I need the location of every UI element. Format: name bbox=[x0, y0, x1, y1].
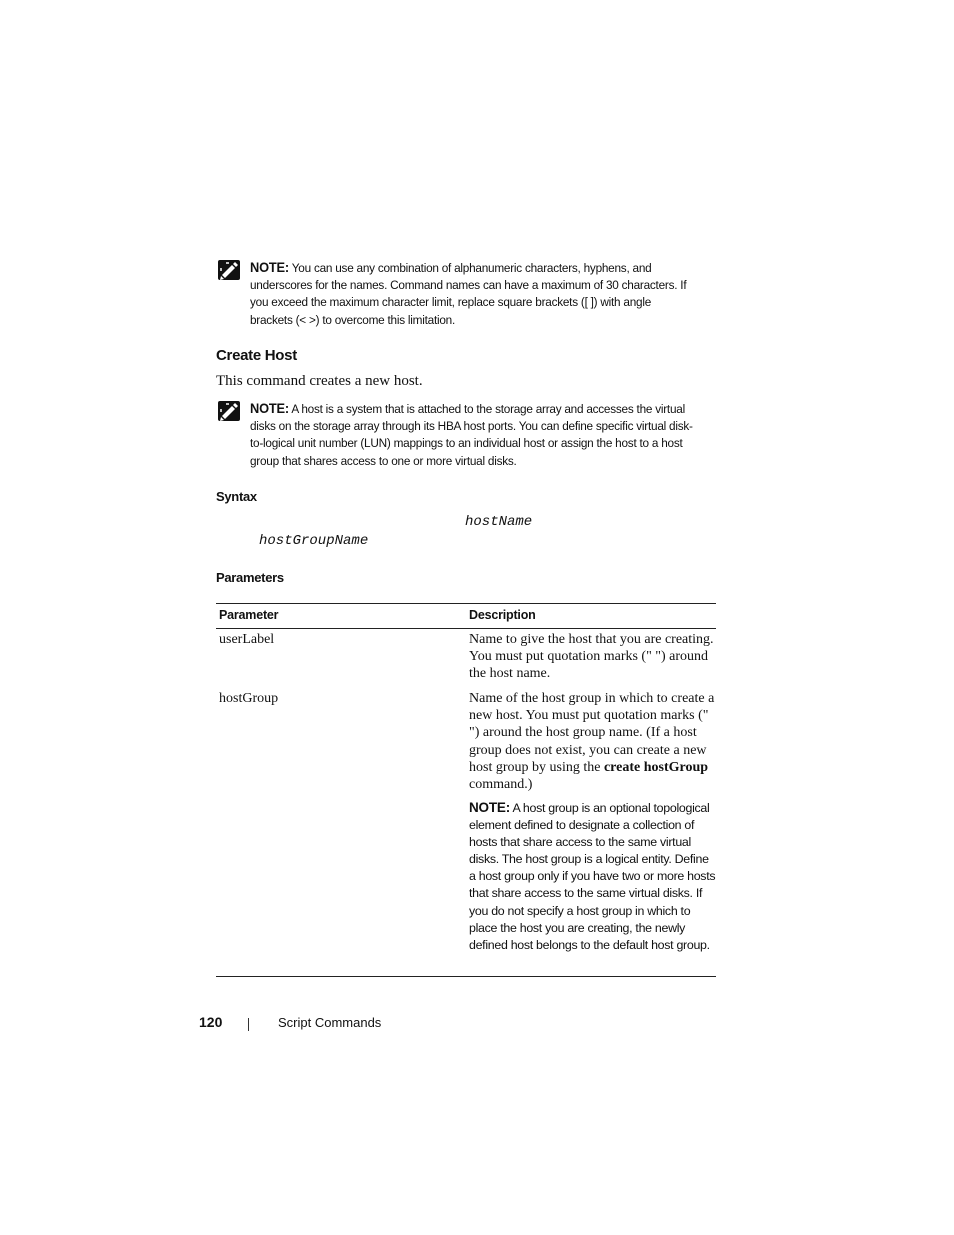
note-1-text bbox=[250, 259, 693, 329]
note-2-body: A host is a system that is attached to the storage array and accesses the virtual disks on the storage array through its HBA host ports. You can define specific virtual disk-to-logical unit number (LUN) mappings to an individual host or assign the host to a host group that shares access to one or more virtual disks. bbox=[250, 402, 693, 468]
section-intro: This command creates a new host. bbox=[216, 373, 423, 389]
hostgroup-note-text: A host group is an optional topological element defined to designate a collection of hosts that share access to the same virtual disks. The host group is a logical entity. Define a host group only if you have two or more hosts that share access to the same virtual disks. If you do not specify a host group in which to place the host you are creating, the newly defined host belongs to the default host group. bbox=[469, 801, 716, 952]
syntax-hostgroupname: hostGroupName bbox=[259, 533, 369, 549]
note-label: NOTE: bbox=[250, 401, 289, 416]
note-pencil-icon bbox=[218, 260, 240, 280]
table-row-desc-userlabel: Name to give the host that you are creating. You must put quotation marks (" ") around the host name. bbox=[469, 632, 714, 682]
table-top-rule bbox=[216, 603, 716, 604]
table-row-param-userlabel: userLabel bbox=[219, 632, 275, 647]
hostgroup-note bbox=[469, 799, 717, 954]
page-number: 120 bbox=[199, 1014, 223, 1030]
hostgroup-desc-tail: command.) bbox=[469, 777, 533, 793]
syntax-hostname: hostName bbox=[465, 514, 533, 530]
footer-separator bbox=[248, 1018, 249, 1031]
create-hostgroup-command: create hostGroup bbox=[603, 759, 709, 775]
note-2 bbox=[216, 400, 716, 470]
table-row-desc-hostgroup bbox=[469, 690, 715, 793]
table-bottom-rule bbox=[216, 976, 716, 977]
note-2-text bbox=[250, 400, 693, 470]
footer-section: Script Commands bbox=[278, 1015, 382, 1030]
note-1-body: You can use any combination of alphanumeric characters, hyphens, and underscores for the names. Command names can have a maximum of 30 characters. If you exceed the maximum character limit, replace square brackets ([ ]) with angle brackets (< >) to overcome this limitation. bbox=[250, 261, 687, 327]
note-pencil-icon bbox=[218, 401, 240, 421]
hostgroup-desc-text: Name of the host group in which to create a new host. You must put quotation marks (" ") around the host group name. (If a host group does not exist, you can create a new host group by using the bbox=[469, 691, 715, 775]
table-row-param-hostgroup: hostGroup bbox=[219, 691, 279, 706]
column-header-parameter: Parameter bbox=[219, 608, 279, 622]
note-label: NOTE: bbox=[469, 800, 510, 815]
syntax-heading: Syntax bbox=[216, 489, 257, 504]
table-header-rule bbox=[216, 628, 716, 629]
parameters-heading: Parameters bbox=[216, 570, 284, 585]
note-1 bbox=[216, 259, 716, 329]
section-title: Create Host bbox=[216, 347, 297, 364]
column-header-description: Description bbox=[469, 608, 536, 622]
note-label: NOTE: bbox=[250, 260, 289, 275]
